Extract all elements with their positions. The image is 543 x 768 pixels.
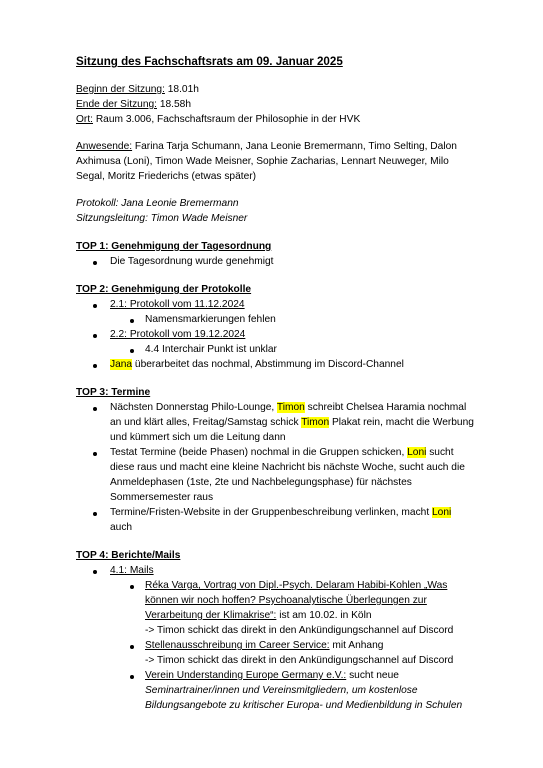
place-label: Ort: — [76, 114, 93, 125]
text: Nächsten Donnerstag Philo-Lounge, — [110, 402, 277, 413]
top3-heading: TOP 3: Termine — [76, 387, 151, 398]
text: Testat Termine (beide Phasen) nochmal in die Gruppen schicken, — [110, 447, 408, 458]
bullet-icon — [93, 334, 97, 338]
text: mit Anhang — [329, 640, 384, 651]
top2-item-c-text: überarbeitet das nochmal, Abstimmung im Discord-Channel — [132, 359, 404, 370]
text: sucht neue — [346, 670, 399, 681]
attendees-line-2: Axhimusa (Loni), Timon Wade Meisner, Sophie Zacharias, Lennart Neuweger, Milo — [76, 156, 449, 167]
page-title: Sitzung des Fachschaftsrats am 09. Januar 2025 — [76, 55, 343, 68]
mail-1-line-4: -> Timon schickt das direkt in den Ankündigungschannel auf Discord — [145, 625, 454, 636]
begin-value: 18.01h — [164, 84, 199, 95]
mail-1-line-1: Réka Varga, Vortrag von Dipl.-Psych. Delaram Habibi-Kohlen „Was — [145, 580, 448, 591]
top2-item-b: 2.2: Protokoll vom 19.12.2024 — [110, 329, 246, 340]
text: ist am 10.02. in Köln — [276, 610, 372, 621]
mail-3-line-1 — [145, 669, 399, 682]
text: schreibt Chelsea Haramia nochmal — [304, 402, 467, 413]
bullet-icon — [93, 364, 97, 368]
top3-item-3-line-2: auch — [110, 522, 133, 533]
top2-item-b-sub: 4.4 Interchair Punkt ist unklar — [145, 344, 277, 355]
bullet-icon — [130, 585, 134, 589]
bullet-icon — [93, 261, 97, 265]
text: sucht — [426, 447, 454, 458]
chair-line: Sitzungsleitung: Timon Wade Meisner — [76, 213, 248, 224]
top3-item-2-line-4: Sommersemester raus — [110, 492, 214, 503]
top4-heading: TOP 4: Berichte/Mails — [76, 550, 181, 561]
top2-item-c — [110, 358, 404, 371]
top1-item: Die Tagesordnung wurde genehmigt — [110, 256, 274, 267]
text: Verarbeitung der Klimakrise“: — [145, 610, 277, 621]
top2-item-a-sub: Namensmarkierungen fehlen — [145, 314, 276, 325]
bullet-icon — [130, 645, 134, 649]
begin-label: Beginn der Sitzung: — [76, 84, 165, 95]
place-value: Raum 3.006, Fachschaftsraum der Philosophie in der HVK — [92, 114, 361, 125]
text: Plakat rein, macht die Werbung — [329, 417, 474, 428]
mail-2-line-1 — [145, 639, 383, 652]
top3-item-2-line-3: Anmeldephasen (1ste, 2te und Nachbelegungsphase) für nächstes — [110, 477, 412, 488]
bullet-icon — [93, 512, 97, 516]
bullet-icon — [93, 304, 97, 308]
name-highlight: Loni — [432, 507, 452, 518]
name-highlight: Loni — [407, 447, 427, 458]
top4-sub: 4.1: Mails — [110, 565, 154, 576]
bullet-icon — [93, 452, 97, 456]
top1-heading: TOP 1: Genehmigung der Tagesordnung — [76, 241, 272, 252]
text: Termine/Fristen-Website in der Gruppenbeschreibung verlinken, macht — [110, 507, 432, 518]
attendees-line-3: Segal, Moritz Friederichs (etwas später) — [76, 171, 257, 182]
text: an und klärt alles, Freitag/Samstag schick — [110, 417, 302, 428]
attendees-text-1: Farina Tarja Schumann, Jana Leonie Bremermann, Timo Selting, Dalon — [132, 141, 457, 152]
text: Verein Understanding Europe Germany e.V.: — [145, 670, 347, 681]
bullet-icon — [130, 675, 134, 679]
top3-item-2-line-2: diese raus und macht eine kleine Nachricht bis nächste Woche, sucht auch die — [110, 462, 465, 473]
protocol-line: Protokoll: Jana Leonie Bremermann — [76, 198, 239, 209]
mail-1-line-2: können wir noch hoffen? Psychoanalytische Überlegungen zur — [145, 595, 427, 606]
text: Stellenausschreibung im Career Service: — [145, 640, 330, 651]
name-highlight: Jana — [110, 359, 133, 370]
mail-1-line-3 — [145, 609, 372, 622]
name-highlight: Timon — [276, 402, 305, 413]
name-highlight: Timon — [301, 417, 330, 428]
bullet-icon — [130, 319, 134, 323]
top2-heading: TOP 2: Genehmigung der Protokolle — [76, 284, 252, 295]
attendees-label: Anwesende: — [76, 141, 133, 152]
meeting-end — [76, 98, 191, 111]
top3-item-3-line-1 — [110, 506, 451, 519]
top3-item-1-line-2 — [110, 416, 474, 429]
bullet-icon — [93, 570, 97, 574]
top3-item-1-line-3: und kümmert sich um die Leitung dann — [110, 432, 286, 443]
top3-item-2-line-1 — [110, 446, 454, 459]
mail-2-line-2: -> Timon schickt das direkt in den Ankündigungschannel auf Discord — [145, 655, 454, 666]
mail-3-line-3: Bildungsangebote zu kritischer Europa- und Medienbildung in Schulen — [145, 700, 463, 711]
meeting-place — [76, 113, 360, 126]
bullet-icon — [130, 349, 134, 353]
attendees-line-1 — [76, 140, 457, 153]
top2-item-a: 2.1: Protokoll vom 11.12.2024 — [110, 299, 245, 310]
meeting-begin — [76, 83, 199, 96]
bullet-icon — [93, 407, 97, 411]
end-label: Ende der Sitzung: — [76, 99, 157, 110]
end-value: 18.58h — [157, 99, 191, 110]
top3-item-1-line-1 — [110, 401, 466, 414]
mail-3-line-2: Seminartrainer/innen und Vereinsmitgliedern, um kostenlose — [145, 685, 418, 696]
